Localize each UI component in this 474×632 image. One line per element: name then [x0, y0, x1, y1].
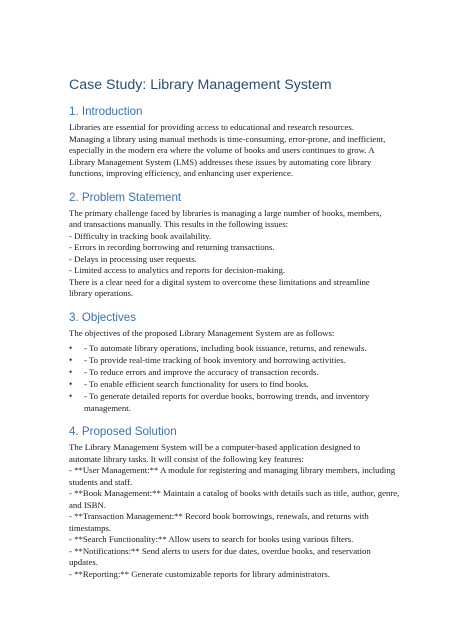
text-line: and ISBN. [69, 499, 106, 510]
bullet-icon: • [69, 355, 73, 365]
text-line: - Delays in processing user requests. [69, 253, 197, 264]
text-line: students and staff. [69, 476, 133, 487]
text-line: Libraries are essential for providing access to educational and research resources. [69, 122, 354, 132]
text-line: There is a clear need for a digital system to overcome these limitations and streamline [69, 276, 370, 287]
section-heading: 4. Proposed Solution [69, 425, 177, 438]
section-heading: 3. Objectives [69, 310, 137, 324]
text-line: - **Transaction Management:** Record book borrowings, renewals, and returns with [69, 511, 369, 521]
list-item-text: management. [84, 402, 131, 413]
list-item [69, 355, 418, 367]
list-item-text: - To automate library operations, including book issuance, returns, and renewals. [84, 343, 367, 353]
list-item [69, 379, 418, 391]
list-item-text: - To enable efficient search functionality for users to find books. [84, 379, 309, 389]
text-line: updates. [69, 557, 98, 567]
bullet-icon: • [69, 379, 73, 389]
objectives-intro: The objectives of the proposed Library Management System are as follows: [69, 327, 335, 338]
text-line: timestamps. [69, 522, 112, 533]
text-line: - **Reporting:** Generate customizable reports for library administrators. [69, 568, 330, 579]
text-line: automate library tasks. It will consist of the following key features: [69, 453, 304, 464]
text-line: - Difficulty in tracking book availability. [69, 230, 212, 241]
list-item-text: - To generate detailed reports for overdue books, borrowing trends, and inventory [84, 391, 370, 401]
list-item-text: - To provide real-time tracking of book inventory and borrowing activities. [84, 355, 346, 365]
text-line: functions, improving efficiency, and enhancing user experience. [69, 168, 294, 178]
paragraph [69, 208, 418, 300]
list-item-text: - To reduce errors and improve the accuracy of transaction records. [84, 367, 319, 377]
section-objectives [69, 310, 418, 415]
text-line: especially in the modern era where the volume of books and users continues to grow. A [69, 145, 375, 155]
list-item [69, 343, 418, 355]
objectives-list [69, 343, 418, 414]
section-proposed-solution [69, 424, 418, 580]
list-item [69, 391, 418, 414]
section-heading: 2. Problem Statement [69, 190, 182, 204]
text-line: - **Notifications:** Send alerts to users for due dates, overdue books, and reservation [69, 545, 371, 556]
text-line: Library Management System (LMS) addresses these issues by automating core library [69, 156, 372, 167]
text-line: - **Search Functionality:** Allow users to search for books using various filters. [69, 534, 354, 544]
list-item [69, 367, 418, 379]
text-line: library operations. [69, 288, 134, 298]
bullet-icon: • [69, 367, 73, 377]
section-introduction [69, 104, 418, 180]
text-line: - Errors in recording borrowing and returning transactions. [69, 242, 275, 252]
paragraph [69, 442, 418, 580]
text-line: and transactions manually. This results in the following issues: [69, 219, 289, 229]
text-line: The Library Management System will be a computer-based application designed to [69, 442, 361, 452]
section-heading: 1. Introduction [69, 105, 143, 118]
bullet-icon: • [69, 391, 73, 401]
document-title: Case Study: Library Management System [69, 77, 332, 93]
text-line: - **Book Management:** Maintain a catalog of books with details such as title, author, genre, [69, 488, 400, 498]
text-line: Managing a library using manual methods is time-consuming, error-prone, and inefficient, [69, 133, 386, 144]
text-line: - Limited access to analytics and reports for decision-making. [69, 265, 286, 275]
bullet-icon: • [69, 343, 73, 353]
paragraph [69, 122, 418, 180]
text-line: The primary challenge faced by libraries is managing a large number of books, members, [69, 207, 382, 218]
section-problem-statement [69, 190, 418, 300]
text-line: - **User Management:** A module for registering and managing library members, including [69, 465, 396, 475]
